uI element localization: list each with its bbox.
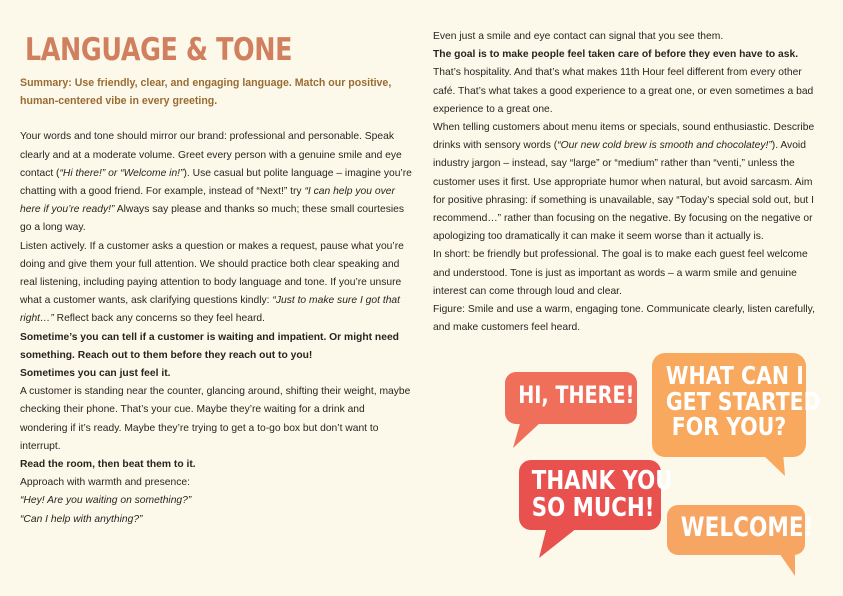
paragraph-approach: Approach with warmth and presence: <box>20 477 190 489</box>
bubble-text-hi-there: HI, THERE! <box>518 381 635 409</box>
paragraph-listen-actively: Listen actively. If a customer asks a question or makes a request, pause what you’re doing and give them your full attention. We should practice both clear speaking and real listening, including paying attention to body language and tone. If you’re unsure what a customer wants, ask clarifying questions kindly: “Just to make sure I got that right…” Reflect back any concerns so they feel heard. <box>20 240 404 325</box>
paragraph-enthusiastic: When telling customers about menu items or specials, sound enthusiastic. Describe drinks with sensory words (“Our new cold brew is smooth and chocolatey!”). Avoid industry jargon – instead, say “large” or “medium” rather than “venti,” unless the customer uses it first. Use appropriate humor when natural, but avoid sarcasm. Aim for positive phrasing: if something is unavailable, say “Today’s special sold out, but I recommend…” rather than focusing on the negative. By focusing on the negative or apologizing too dramatically it can make it seem worse than it actually is. <box>433 122 815 243</box>
paragraph-smile: Even just a smile and eye contact can signal that you see them. <box>433 31 724 42</box>
left-column <box>20 30 412 529</box>
paragraph-customer-cue: A customer is standing near the counter, glancing around, shifting their weight, maybe checking their phone. That’s your cue. Maybe they’re waiting for a drink and wondering if it’s ready. Maybe they’re trying to get a to-go box but don’t want to interrupt. <box>20 386 411 452</box>
paragraph-hospitality: That’s hospitality. And that’s what makes 11th Hour feel different from every other café. That’s what takes a good experience to a great one, or even sometimes a bad experience to a great one. <box>433 67 814 115</box>
bold-waiting-customer: Sometime’s you can tell if a customer is waiting and impatient. Or might need something. Reach out to them before they reach out to you! <box>20 331 399 361</box>
speech-bubbles-figure <box>497 350 837 590</box>
bubble-text-thank-you: THANK YOU SO MUCH! <box>531 466 673 523</box>
page-title: LANGUAGE & TONE <box>25 32 293 68</box>
bold-feel-it: Sometimes you can just feel it. <box>20 368 171 380</box>
quote-help: “Can I help with anything?” <box>20 513 143 525</box>
bold-read-the-room: Read the room, then beat them to it. <box>20 459 196 471</box>
bubble-text-welcome: WELCOME! <box>680 512 814 543</box>
paragraph-in-short: In short: be friendly but professional. The goal is to make each guest feel welcome and understood. Tone is just as important as words – a warm smile and genuine interest can come through loud and clear. <box>433 249 808 297</box>
right-column <box>433 28 823 337</box>
summary: Summary: Use friendly, clear, and engaging language. Match our positive, human-centered vibe in every greeting. <box>20 77 392 108</box>
paragraph-brand-voice: Your words and tone should mirror our brand: professional and personable. Speak clearly and at a moderate volume. Greet every person with a genuine smile and eye contact (“Hi there!” or “Welcome in!”). Use casual but polite language – imagine you’re chatting with a good friend. For example, instead of “Next!” try “I can help you over here if you’re ready!” Always say please and thanks so much; these small courtesies go a long way. <box>20 131 412 234</box>
bold-taken-care-of: The goal is to make people feel taken care of before they even have to ask. <box>433 49 799 61</box>
figure-caption: Figure: Smile and use a warm, engaging tone. Communicate clearly, listen carefully, and make customers feel heard. <box>433 304 815 334</box>
quote-waiting: “Hey! Are you waiting on something?” <box>20 495 192 507</box>
bubble-text-what-can-i: WHAT CAN I GET STARTED FOR YOU? <box>665 361 821 441</box>
